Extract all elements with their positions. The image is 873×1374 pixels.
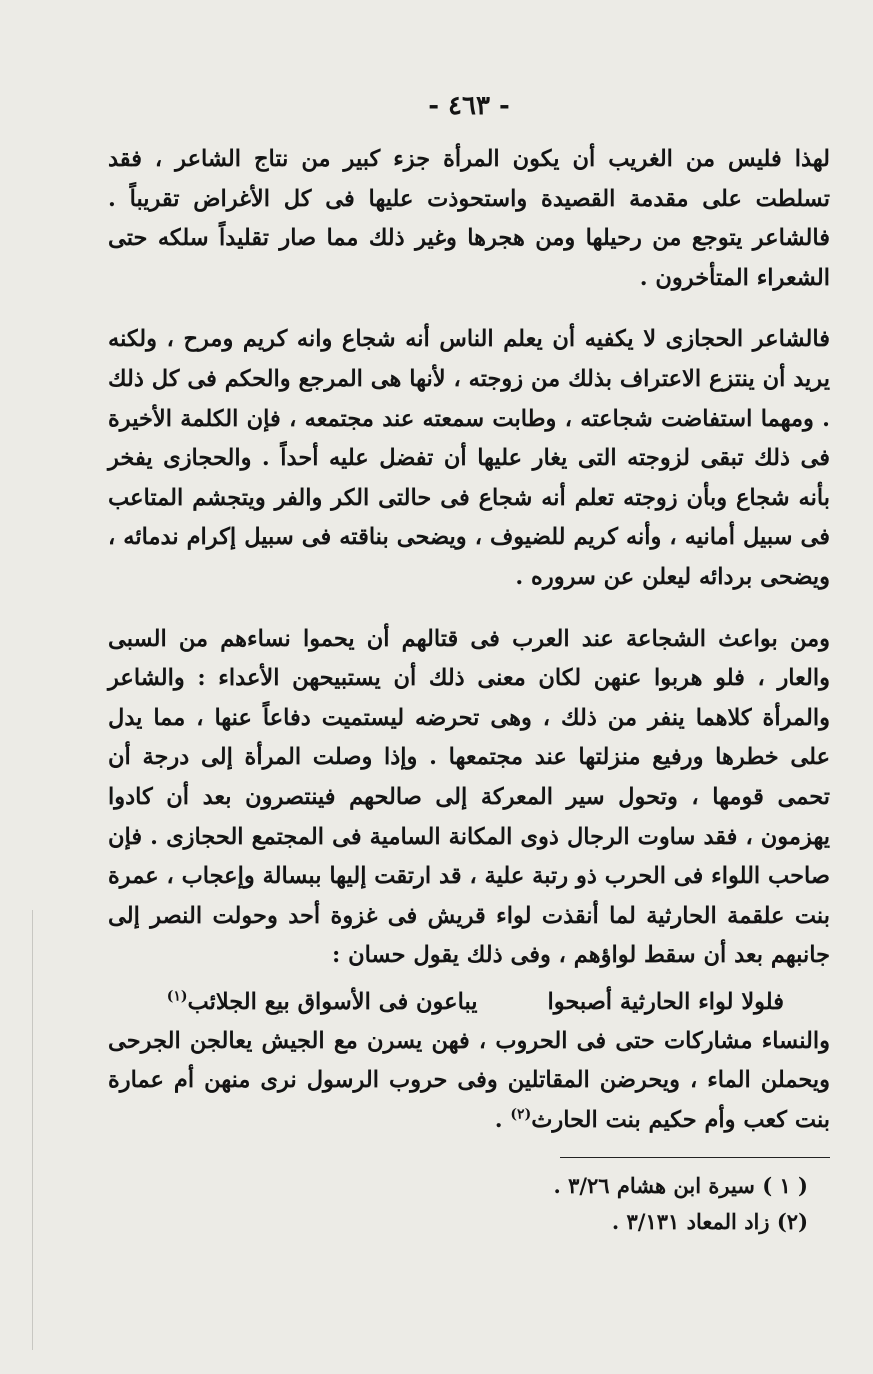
- scan-margin-line: [32, 910, 33, 1350]
- paragraph-3: ومن بواعث الشجاعة عند العرب فى قتالهم أن يحموا نساءهم من السبى والعار ، فلو هربوا عنهن لكان معنى ذلك أن يستبيحهن الأعداء : والشاعر والمرأة كلاهما ينفر من ذلك ، وهى تحرضه ليستميت دفاعاً عنها ، مما يدل على خطرها ورفيع منزلتها عند مجتمعها . وإذا وصلت المرأة إلى درجة أن تحمى قومها ، وتحول سير المعركة إلى صالحهم فينتصرون بعد أن كادوا يهزمون ، فقد ساوت الرجال ذوى المكانة السامية فى المجتمع الحجازى . فإن صاحب اللواء فى الحرب ذو رتبة علية ، قد ارتقت إليها ببسالة وإعجاب ، عمرة بنت علقمة الحارثية لما أنقذت لواء قريش فى غزوة أحد وحولت النصر إلى جانبهم بعد أن سقط لواؤهم ، وفى ذلك يقول حسان :: [108, 625, 830, 969]
- verse-hemistich-2: يباعون فى الأسواق بيع الجلائب: [187, 988, 478, 1015]
- footnote-ref-2: (٢): [510, 1106, 532, 1123]
- paragraph-4-text: والنساء مشاركات حتى فى الحروب ، فهن يسرن مع الجيش يعالجن الجرحى ويحملن الماء ، ويحرضن المقاتلين وفى حروب الرسول نرى منهن أم عمارة بنت كعب وأم حكيم بنت الحارث: [108, 1027, 830, 1134]
- footnote-2: (٢) زاد المعاد ٣/١٣١ .: [611, 1208, 808, 1234]
- verse-hemistich-1: فلولا لواء الحارثية أصبحوا: [547, 988, 784, 1015]
- paragraph-4-end: .: [494, 1107, 511, 1134]
- paragraph-4: [108, 1022, 830, 1141]
- poetry-verse: [108, 982, 830, 1022]
- footnote-divider: [560, 1157, 830, 1158]
- footnote-ref-1: (١): [166, 988, 188, 1005]
- page-body: [108, 86, 830, 1240]
- paragraph-2: فالشاعر الحجازى لا يكفيه أن يعلم الناس أنه شجاع وانه كريم ومرح ، ولكنه يريد أن ينتزع الاعتراف بذلك من زوجته ، لأنها هى المرجع والحكم فى كل ذلك . ومهما استفاضت شجاعته ، وطابت سمعته عند مجتمعه ، فإن الكلمة الأخيرة فى ذلك تبقى لزوجته التى يغار عليها أن تفضل عليه أحداً . والحجازى يفخر بأنه شجاع وبأن زوجته تعلم أنه شجاع فى حالتى الكر والفر ويتجشم المتاعب فى سبيل أمانيه ، وأنه كريم للضيوف ، ويضحى بناقته فى سبيل إكرام ندمائه ، ويضحى بردائه ليعلن عن سروره .: [108, 326, 830, 590]
- footnote-1: ( ١ ) سيرة ابن هشام ٣/٢٦ .: [553, 1172, 808, 1198]
- verse-hemistich-2-wrap: [167, 982, 478, 1022]
- page-number: - ٤٦٣ -: [428, 91, 510, 121]
- paragraph-1: لهذا فليس من الغريب أن يكون المرأة جزء كبير من نتاج الشاعر ، فقد تسلطت على مقدمة القصيدة واستحوذت عليها فى كل الأغراض تقريباً . فالشاعر يتوجع من رحيلها ومن هجرها وغير ذلك مما صار تقليداً سلكه حتى الشعراء المتأخرون .: [108, 146, 830, 291]
